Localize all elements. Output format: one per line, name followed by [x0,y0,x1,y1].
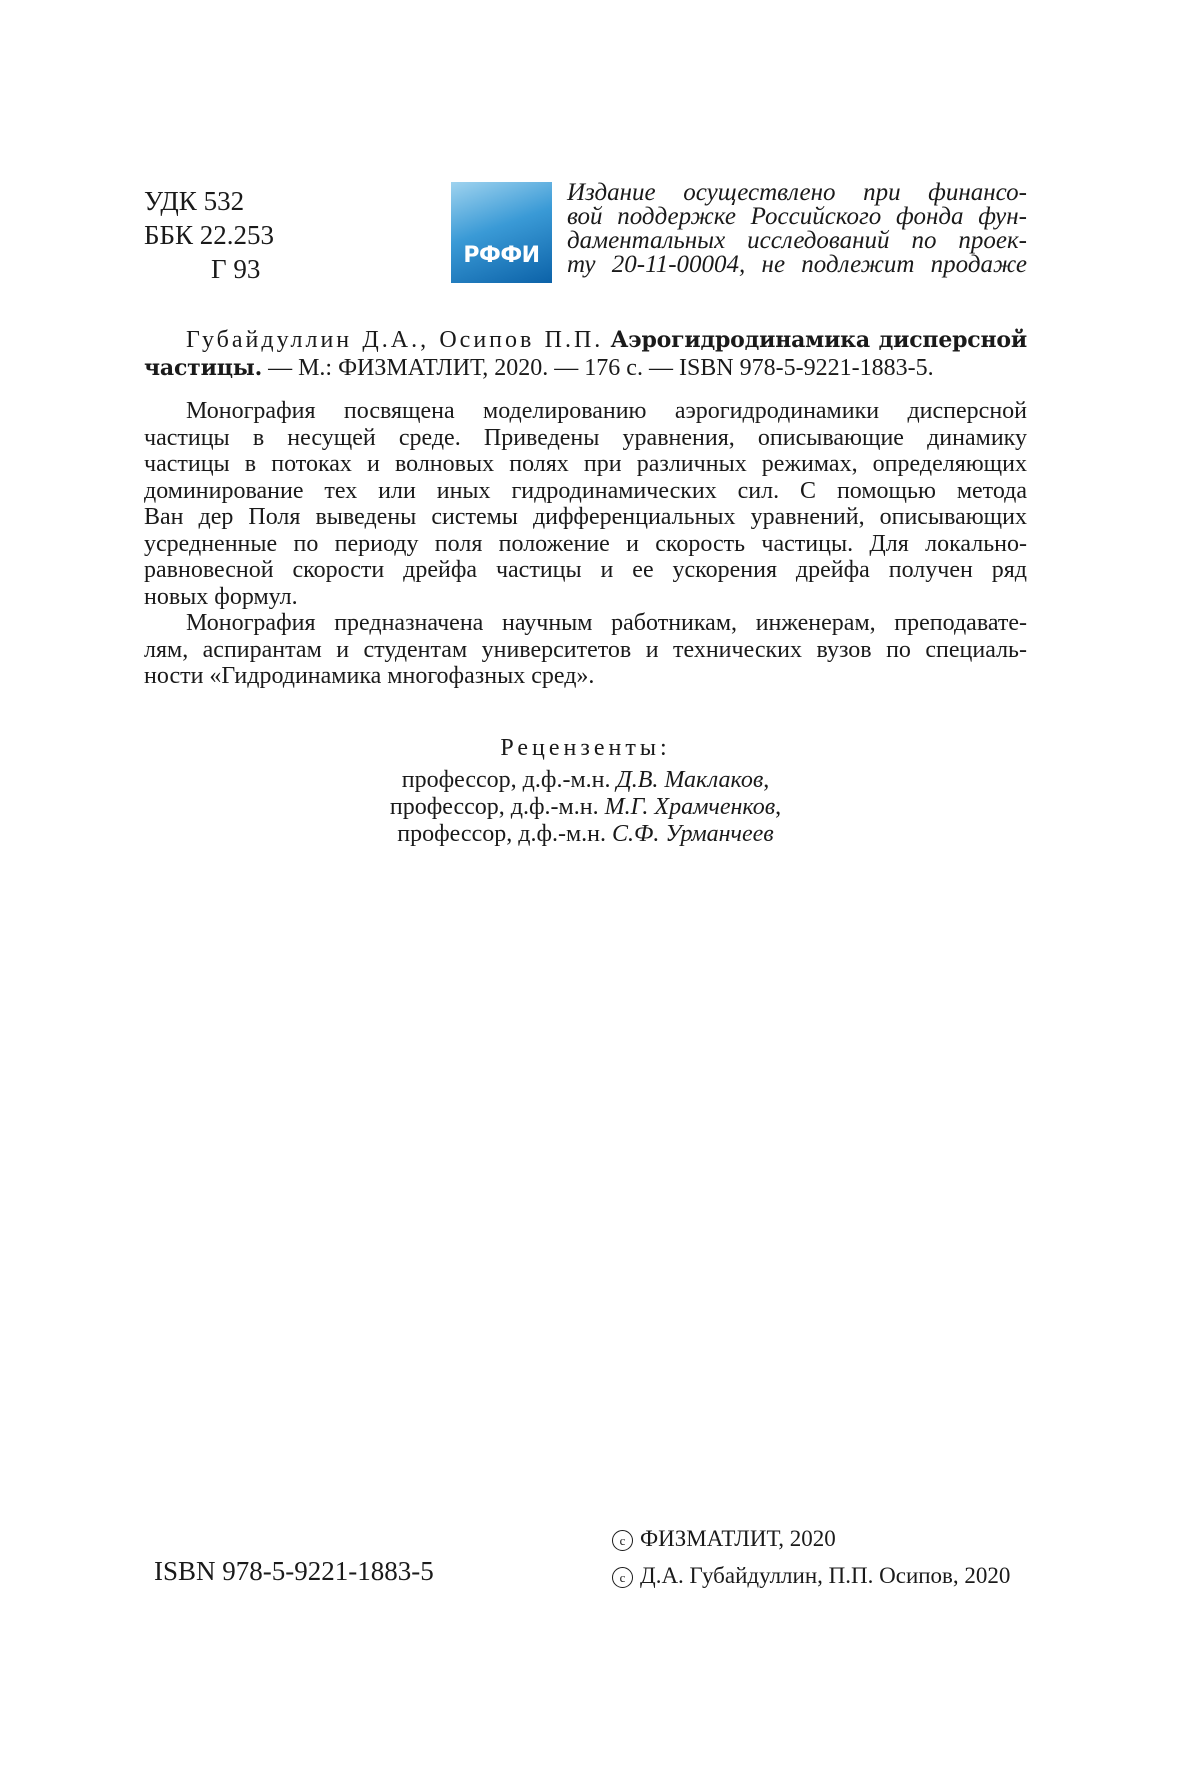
reviewer-name: С.Ф. Урманчеев [612,821,774,847]
reviewer-title: профессор, д.ф.-м.н. [397,821,607,847]
reviewer-line [144,767,1027,794]
abstract-line: равновесной скорости дрейфа частицы и ее ускорения дрейфа получен ряд [144,557,1027,583]
abstract-line: Монография предназначена научным работникам, инженерам, преподавате- [186,610,1027,636]
abstract-line: Ван дер Поля выведены системы дифференциальных уравнений, описывающих [144,504,1027,530]
copyright-publisher [612,1526,836,1552]
grant-notice-line: ту 20-11-00004, не подлежит продаже [567,251,1027,278]
abstract-line: частицы в несущей среде. Приведены уравнения, описывающие динамику [144,424,1027,451]
abstract-line: доминирование тех или иных гидродинамических сил. С помощью метода [144,477,1027,504]
reviewers-block [144,735,1027,848]
reviewer-line [144,794,1027,821]
reviewer-title: профессор, д.ф.-м.н. [401,767,611,793]
copyright-authors-text: Д.А. Губайдуллин, П.П. Осипов, 2020 [640,1563,1011,1588]
reviewer-name: М.Г. Храмченков [604,794,776,820]
citation-authors: Губайдуллин Д.А., Осипов П.П. [186,327,604,353]
reviewer-punct: , [763,767,770,793]
grant-notice-line: даментальных исследований по проек- [567,227,1027,254]
citation-title: Аэрогидродинамика дисперсной [610,327,1027,353]
grant-notice [567,181,1027,277]
copyright-icon: c [612,1567,633,1588]
abstract-line: Монография посвящена моделированию аэрогидродинамики дисперсной [186,398,1027,424]
grant-notice-line: Издание осуществлено при финансо- [567,179,1027,206]
reviewer-name: Д.В. Маклаков [616,767,764,793]
citation-imprint: — М.: ФИЗМАТЛИТ, 2020. — 176 с. — ISBN 978-5-9221-1883-5. [262,355,934,381]
reviewer-title: профессор, д.ф.-м.н. [389,794,599,820]
author-mark: Г 93 [211,254,261,284]
isbn: ISBN 978-5-9221-1883-5 [154,1556,434,1586]
grant-notice-line: вой поддержке Российского фонда фун- [567,203,1027,230]
reviewer-line [144,821,1027,848]
rffi-logo [451,182,552,283]
citation-title-end: частицы. [144,355,263,381]
abstract-line: ности «Гидродинамика многофазных сред». [144,663,595,689]
abstract [144,398,1027,690]
udk-code: УДК 532 [144,186,245,216]
abstract-line: усредненные по периоду поля положение и скорость частицы. Для локально- [144,530,1027,557]
copyright-publisher-text: ФИЗМАТЛИТ, 2020 [640,1526,836,1551]
abstract-line: новых формул. [144,583,298,610]
rffi-logo-text: РФФИ [463,243,540,268]
abstract-line: частицы в потоках и волновых полях при различных режимах, определяющих [144,451,1027,477]
bbk-code: ББК 22.253 [144,220,275,250]
reviewers-heading: Рецензенты: [500,735,671,761]
bibliographic-citation [144,326,1027,382]
reviewer-punct: , [775,794,782,820]
classification-codes [144,184,274,286]
abstract-line: лям, аспирантам и студентам университетов и технических вузов по специаль- [144,636,1027,663]
copyright-authors [612,1563,1010,1589]
copyright-icon: c [612,1530,633,1551]
